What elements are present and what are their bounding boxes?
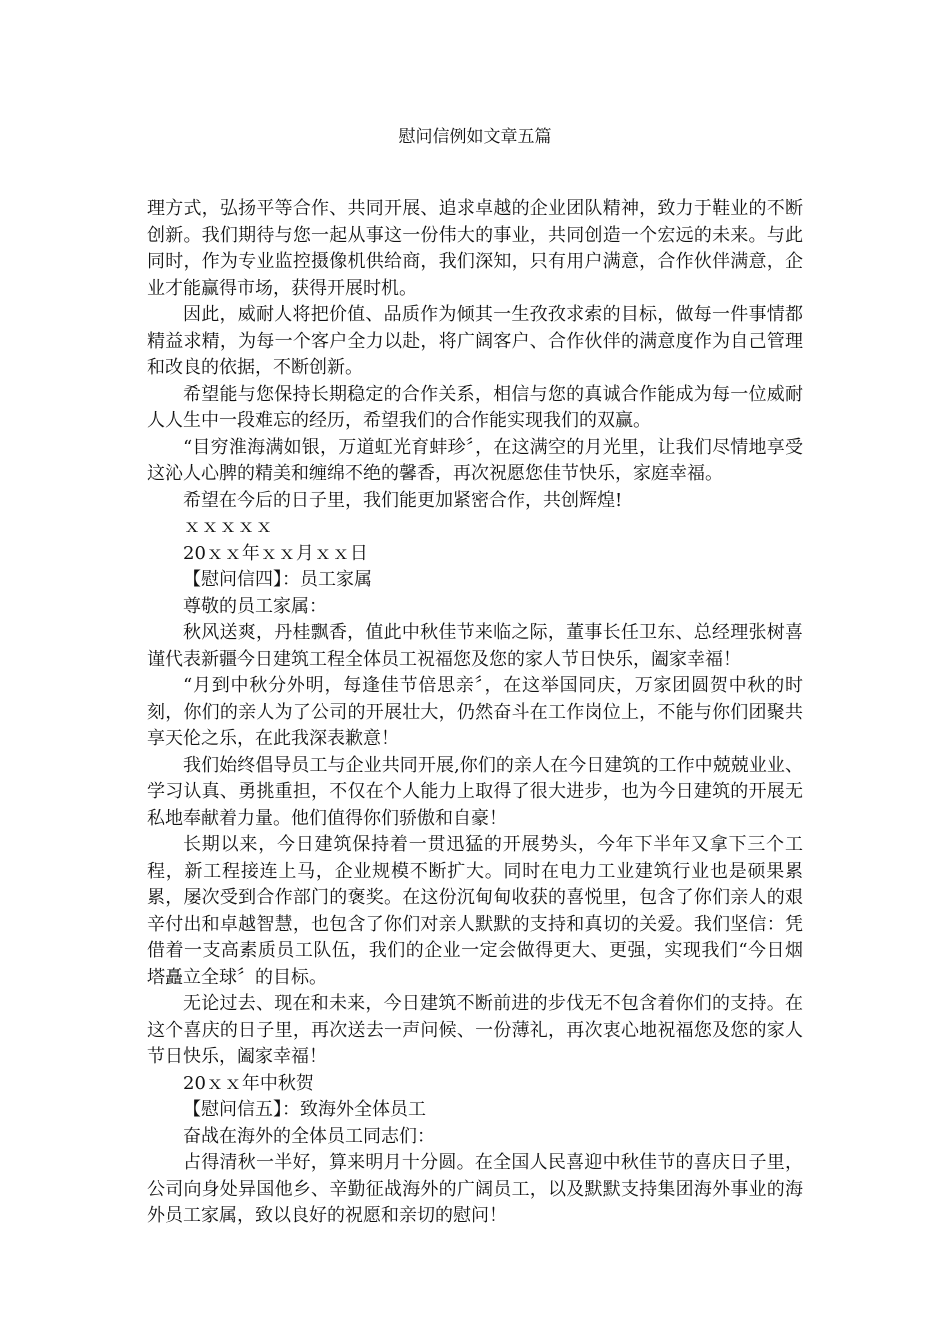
body-paragraph: 长期以来，今日建筑保持着一贯迅猛的开展势头，今年下半年又拿下三个工程，新工程接连上马，企业规模不断扩大。同时在电力工业建筑行业也是硕果累累，屡次受到合作部门的褒奖。在这份沉甸甸收获的喜悦里，包含了你们亲人的艰辛付出和卓越智慧，也包含了你们对亲人默默的支持和真切的关爱。我们坚信：凭借着一支高素质员工队伍，我们的企业一定会做得更大、更强，实现我们“今日烟塔矗立全球〞的目标。 (147, 834, 803, 988)
body-paragraph: “月到中秋分外明，每逢佳节倍思亲〞，在这举国同庆，万家团圆贺中秋的时刻，你们的亲人为了公司的开展壮大，仍然奋斗在工作岗位上，不能与你们团聚共享天伦之乐，在此我深表歉意！ (147, 675, 803, 749)
body-paragraph: 秋风送爽，丹桂飘香，值此中秋佳节来临之际，董事长任卫东、总经理张树喜谨代表新疆今日建筑工程全体员工祝福您及您的家人节日快乐，阖家幸福！ (147, 622, 803, 670)
body-paragraph: 理方式，弘扬平等合作、共同开展、追求卓越的企业团队精神，致力于鞋业的不断创新。我们期待与您一起从事这一份伟大的事业，共同创造一个宏远的未来。与此同时，作为专业监控摄像机供给商，我们深知，只有用户满意，合作伙伴满意，企业才能赢得市场，获得开展时机。 (147, 198, 803, 299)
body-paragraph: 因此，威耐人将把价值、品质作为倾其一生孜孜求索的目标，做每一件事情都精益求精，为每一个客户全力以赴，将广阔客户、合作伙伴的满意度作为自己管理和改良的依据，不断创新。 (147, 304, 803, 378)
page-header (0, 124, 950, 150)
document-title: 慰问信例如文章五篇 (398, 127, 552, 147)
body-paragraph: 奋战在海外的全体员工同志们： (183, 1125, 435, 1147)
body-paragraph: 20ｘｘ年中秋贺 (183, 1072, 314, 1094)
body-paragraph: 我们始终倡导员工与企业共同开展,你们的亲人在今日建筑的工作中兢兢业业、学习认真、勇挑重担，不仅在个人能力上取得了很大进步，也为今日建筑的开展无私地奉献着力量。他们值得你们骄傲和自豪！ (147, 754, 803, 829)
body-paragraph: “目穷淮海满如银，万道虹光育蚌珍〞，在这满空的月光里，让我们尽情地享受这沁人心脾的精美和缠绵不绝的馨香，再次祝愿您佳节快乐，家庭幸福。 (147, 436, 803, 484)
body-paragraph: 占得清秋一半好，算来明月十分圆。在全国人民喜迎中秋佳节的喜庆日子里，公司向身处异国他乡、辛勤征战海外的广阔员工，以及默默支持集团海外事业的海外员工家属，致以良好的祝愿和亲切的慰问！ (147, 1152, 803, 1226)
body-paragraph: ｘｘｘｘｘ (183, 516, 273, 537)
body-paragraph: 希望在今后的日子里，我们能更加紧密合作，共创辉煌! (183, 489, 623, 511)
body-paragraph: 【慰问信五】：致海外全体员工 (183, 1099, 426, 1120)
body-paragraph: 尊敬的员工家属： (183, 595, 327, 617)
document-body (147, 196, 803, 1230)
body-paragraph: 希望能与您保持长期稳定的合作关系，相信与您的真诚合作能成为每一位威耐人人生中一段难忘的经历，希望我们的合作能实现我们的双赢。 (147, 383, 803, 431)
body-paragraph: 【慰问信四】：员工家属 (183, 569, 372, 590)
body-paragraph: 20ｘｘ年ｘｘ月ｘｘ日 (183, 542, 368, 564)
body-paragraph: 无论过去、现在和未来，今日建筑不断前进的步伐无不包含着你们的支持。在这个喜庆的日子里，再次送去一声问候、一份薄礼，再次衷心地祝福您及您的家人节日快乐，阖家幸福！ (147, 993, 803, 1067)
